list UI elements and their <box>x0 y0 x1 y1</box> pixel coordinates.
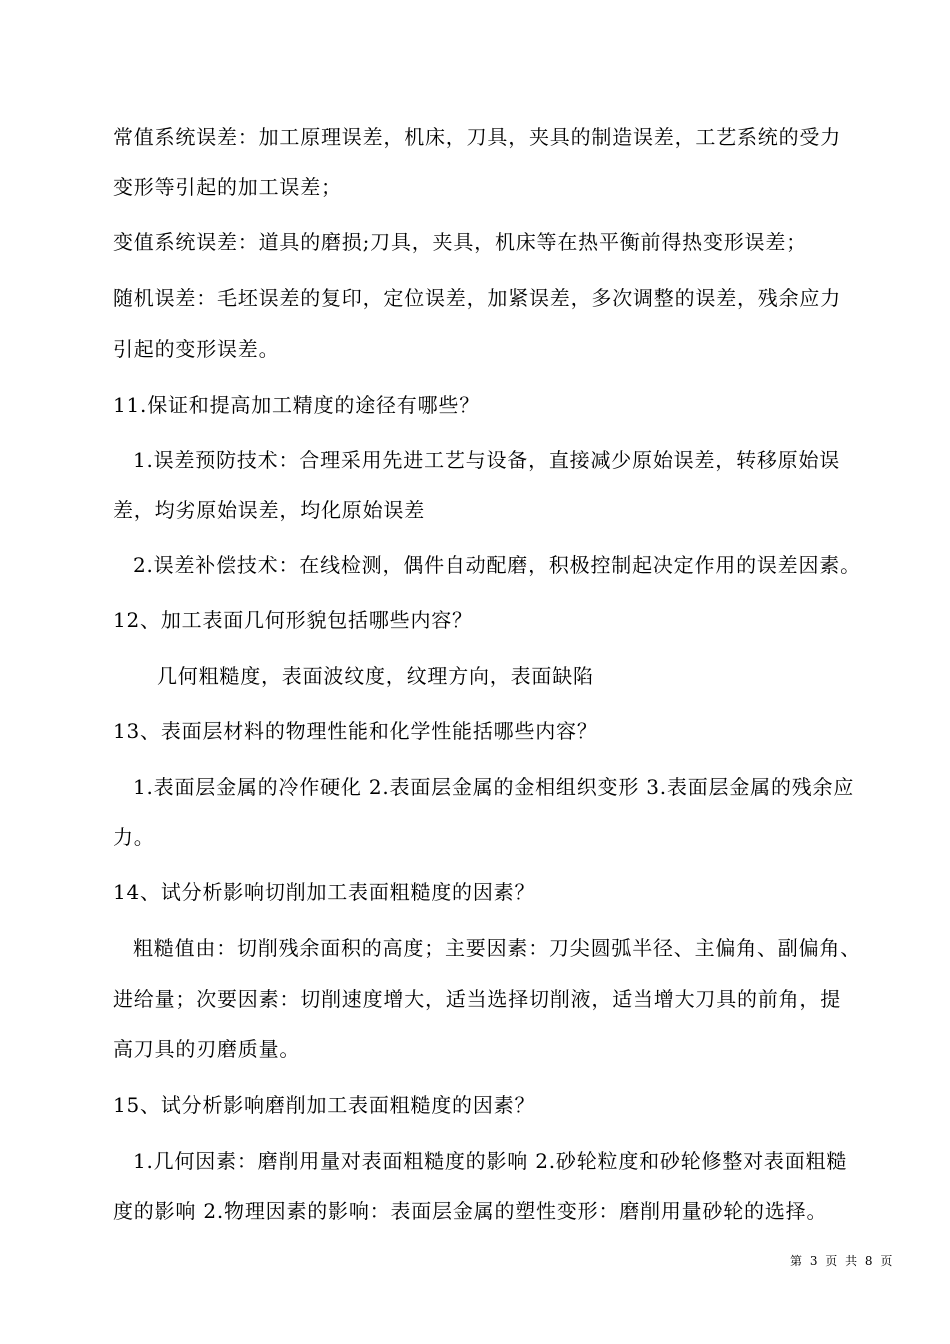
text-line: 引起的变形误差。 <box>113 337 280 361</box>
text-line: 2.误差补偿技术：在线检测，偶件自动配磨，积极控制起决定作用的误差因素。 <box>133 553 861 577</box>
text-line: 随机误差：毛坯误差的复印，定位误差，加紧误差，多次调整的误差，残余应力 <box>113 286 841 310</box>
question-heading: 13、表面层材料的物理性能和化学性能括哪些内容？ <box>113 719 598 743</box>
text-line: 1.表面层金属的冷作硬化 2.表面层金属的金相组织变形 3.表面层金属的残余应 <box>133 775 855 799</box>
text-line: 常值系统误差：加工原理误差，机床，刀具，夹具的制造误差，工艺系统的受力 <box>113 125 841 149</box>
page-number-footer: 第 3 页 共 8 页 <box>790 1254 895 1268</box>
text-line: 1.误差预防技术：合理采用先进工艺与设备，直接减少原始误差，转移原始误 <box>133 448 841 472</box>
text-line: 度的影响 2.物理因素的影响：表面层金属的塑性变形：磨削用量砂轮的选择。 <box>113 1199 828 1223</box>
text-line: 力。 <box>113 825 155 849</box>
text-line: 高刀具的刃磨质量。 <box>113 1037 301 1061</box>
text-line: 1.几何因素：磨削用量对表面粗糙度的影响 2.砂轮粒度和砂轮修整对表面粗糙 <box>133 1149 848 1173</box>
question-heading: 12、加工表面几何形貌包括哪些内容？ <box>113 608 473 632</box>
text-line: 几何粗糙度，表面波纹度，纹理方向，表面缺陷 <box>157 664 594 688</box>
text-line: 进给量；次要因素：切削速度增大，适当选择切削液，适当增大刀具的前角，提 <box>113 987 841 1011</box>
question-heading: 11.保证和提高加工精度的途径有哪些？ <box>113 393 481 417</box>
question-heading: 15、试分析影响磨削加工表面粗糙度的因素？ <box>113 1093 536 1117</box>
text-line: 粗糙值由：切削残余面积的高度；主要因素：刀尖圆弧半径、主偏角、副偏角、 <box>133 936 861 960</box>
text-line: 差，均劣原始误差，均化原始误差 <box>113 498 425 522</box>
text-line: 变形等引起的加工误差； <box>113 175 342 199</box>
text-line: 变值系统误差：道具的磨损;刀具，夹具，机床等在热平衡前得热变形误差； <box>113 230 807 254</box>
question-heading: 14、试分析影响切削加工表面粗糙度的因素？ <box>113 880 536 904</box>
